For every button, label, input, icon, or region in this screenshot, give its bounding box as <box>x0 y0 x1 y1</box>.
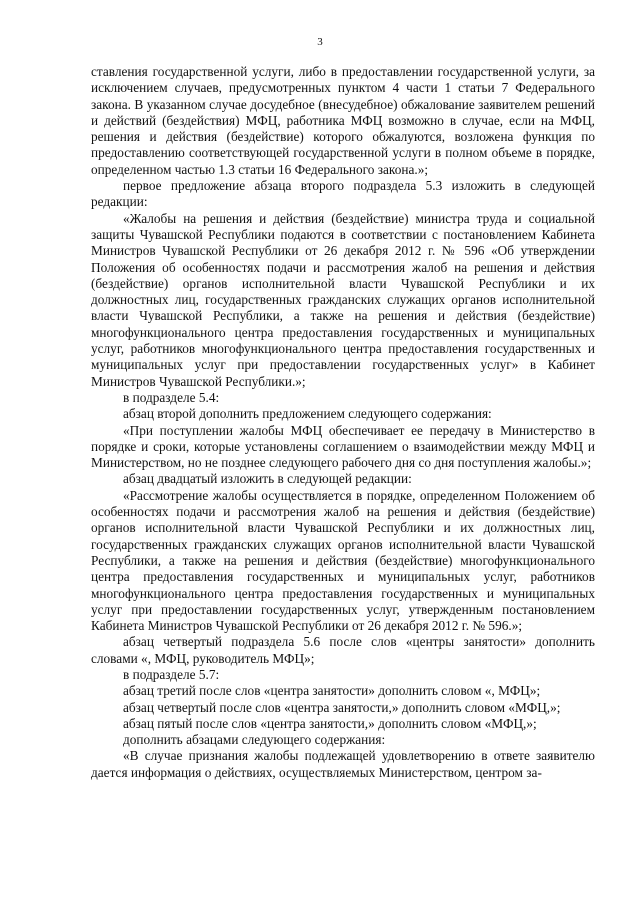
paragraph-3: «Жалобы на решения и действия (бездействие) министра труда и социальной защиты Чувашской Республики подаются в соответствии с постановлением Кабинета Министров Чувашской Республики от 26 декабря 2012 г. № 596 «Об утверждении Положения об особенностях подачи и рассмотрения жалоб на решения и действия (бездействие) органов исполнительной власти Чувашской Республики и их должностных лиц, государственных гражданских служащих органов исполнительной власти Чувашской Республики, а также на решения и действия (бездействие) многофункционального центра предоставления государственных и муниципальных услуг, работников многофункционального центра предоставления государственных и муниципальных услуг при предоставлении государственных услуг» в Кабинет Министров Чувашской Республики.»; <box>91 210 595 389</box>
paragraph-11: абзац третий после слов «центра занятости» дополнить словом «, МФЦ»; <box>123 683 541 699</box>
paragraph-4: в подразделе 5.4: <box>123 389 220 405</box>
paragraph-1: ставления государственной услуги, либо в предоставлении государственной услуги, за исключением случаев, предусмотренных пунктом 4 части 1 статьи 7 Федерального закона. В указанном случае досудебное (внесудебное) обжалование заявителем решений и действий (бездействия) МФЦ, работника МФЦ возможно в случае, если на МФЦ, решения и действия (бездействие) которого обжалуются, возложена функция по предоставлению соответствующей государственной услуги в полном объеме в порядке, определенном частью 1.3 статьи 16 Федерального закона.»; <box>91 64 595 177</box>
document-body <box>91 64 595 781</box>
paragraph-13: абзац пятый после слов «центра занятости,» дополнить словом «МФЦ,»; <box>123 715 537 731</box>
paragraph-7: абзац двадцатый изложить в следующей редакции: <box>123 471 412 487</box>
paragraph-9: абзац четвертый подраздела 5.6 после слов «центры занятости» дополнить словами «, МФЦ, руководитель МФЦ»; <box>91 634 595 666</box>
paragraph-6: «При поступлении жалобы МФЦ обеспечивает ее передачу в Министерство в порядке и сроки, которые установлены соглашением о взаимодействии между МФЦ и Министерством, но не позднее следующего рабочего дня со дня поступления жалобы.»; <box>91 422 595 471</box>
paragraph-10: в подразделе 5.7: <box>123 666 220 682</box>
paragraph-2: первое предложение абзаца второго подраздела 5.3 изложить в следующей редакции: <box>91 178 595 210</box>
paragraph-12: абзац четвертый после слов «центра занятости,» дополнить словом «МФЦ,»; <box>123 699 561 715</box>
page-number: 3 <box>317 36 323 48</box>
paragraph-14: дополнить абзацами следующего содержания: <box>123 732 386 748</box>
paragraph-5: абзац второй дополнить предложением следующего содержания: <box>123 406 492 422</box>
paragraph-15: «В случае признания жалобы подлежащей удовлетворению в ответе заявителю дается информация о действиях, осуществляемых Министерством, центром за- <box>91 748 595 780</box>
paragraph-8: «Рассмотрение жалобы осуществляется в порядке, определенном Положением об особенностях подачи и рассмотрения жалоб на решения и действия (бездействие) органов исполнительной власти Чувашской Республики и их должностных лиц, государственных гражданских служащих органов исполнительной власти Чувашской Республики, а также на решения и действия (бездействие) многофункционального центра предоставления государственных и муниципальных услуг, работников многофункционального центра предоставления государственных и муниципальных услуг при предоставлении государственных услуг, утвержденным постановлением Кабинета Министров Чувашской Республики от 26 декабря 2012 г. № 596.»; <box>91 487 595 634</box>
